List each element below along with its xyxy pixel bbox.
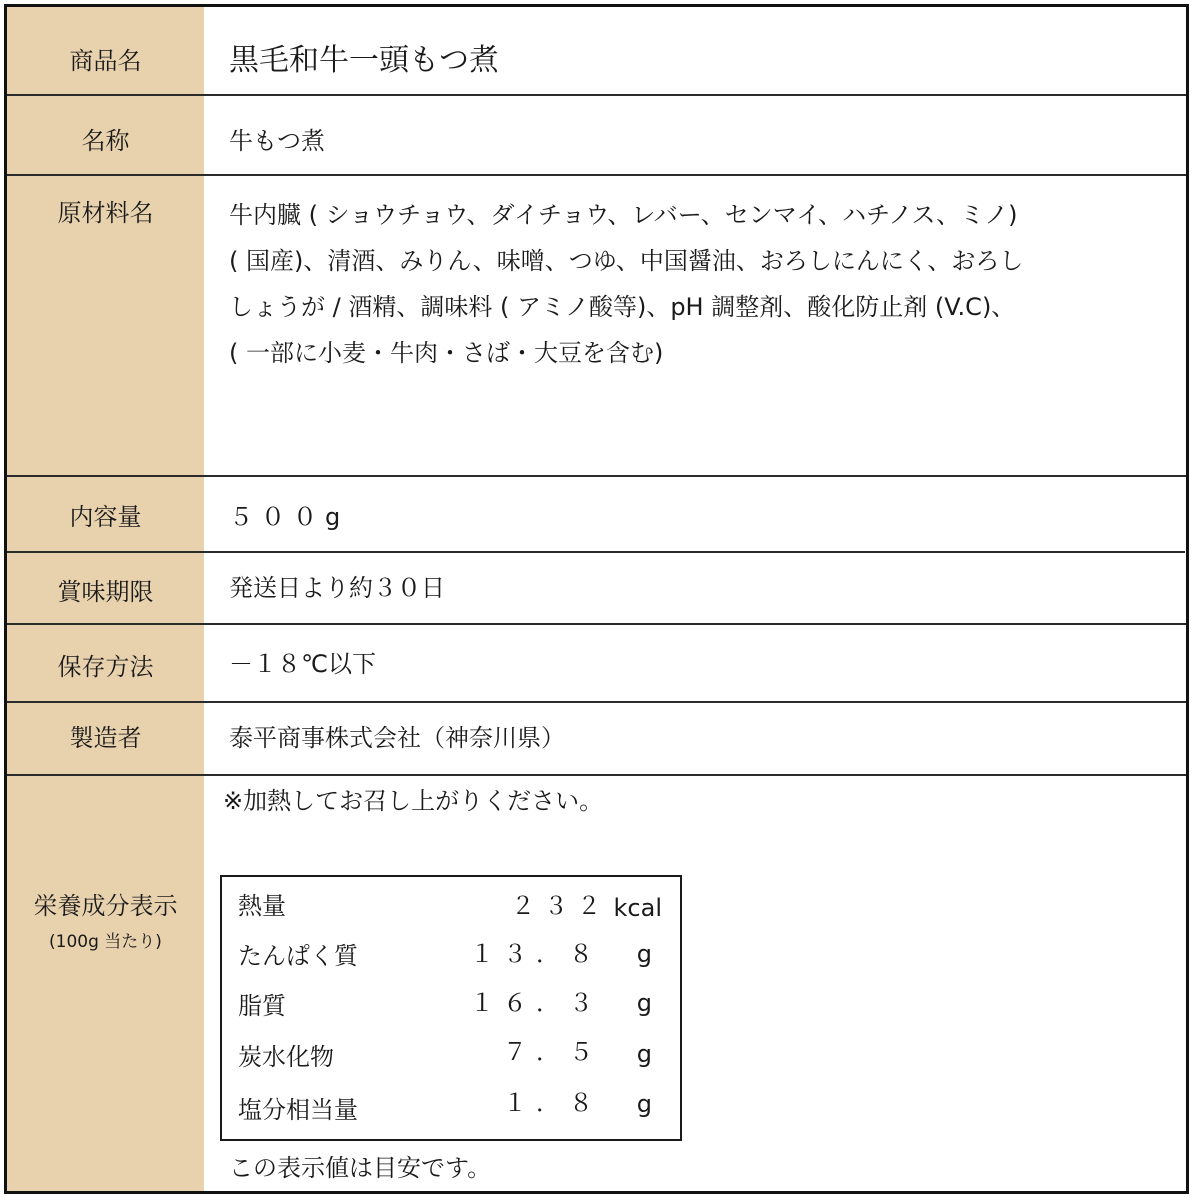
label-cell [7, 625, 204, 701]
nutrition-item-name: 塩分相当量 [238, 1096, 358, 1124]
product-name-label: 商品名 [69, 47, 142, 75]
nutrition-label: 栄養成分表示 [33, 892, 178, 920]
nutrition-item-value: １３．８ [470, 940, 602, 968]
heating-note: ※加熱してお召し上がりください。 [223, 787, 604, 815]
row-best-before [7, 553, 1186, 624]
ingredients-line: ( 国産)、清酒、みりん、味噌、つゆ、中国醤油、おろしにんにく、おろし [229, 247, 1024, 275]
label-cell [7, 96, 204, 174]
manufacturer-value: 泰平商事株式会社（神奈川県） [229, 724, 565, 752]
name-label: 名称 [81, 127, 130, 155]
product-name-value: 黒毛和牛一頭もつ煮 [229, 43, 499, 78]
estimate-note: この表示値は目安です。 [229, 1154, 492, 1182]
label-cell [7, 703, 204, 774]
product-label-table [4, 4, 1189, 1194]
net-weight-value: ５００g [229, 503, 349, 531]
storage-value: －１８℃以下 [229, 650, 376, 678]
best-before-label: 賞味期限 [57, 578, 154, 606]
label-cell [7, 477, 204, 552]
nutrition-item-unit: g [636, 1040, 652, 1068]
storage-label: 保存方法 [57, 653, 154, 681]
label-cell [7, 553, 204, 624]
nutrition-facts-box [220, 875, 682, 1141]
row-name [7, 96, 1186, 174]
row-ingredients [7, 176, 1186, 475]
best-before-value: 発送日より約３０日 [229, 574, 445, 602]
nutrition-item-unit: g [636, 989, 652, 1017]
nutrition-item-value: ２３２ [511, 892, 610, 920]
ingredients-line: ( 一部に小麦・牛肉・さば・大豆を含む) [229, 339, 664, 367]
label-cell [7, 176, 204, 475]
manufacturer-label: 製造者 [69, 724, 142, 752]
name-value: 牛もつ煮 [229, 127, 325, 155]
nutrition-sublabel: (100g 当たり) [49, 932, 162, 952]
label-cell [7, 776, 204, 1191]
nutrition-item-name: たんぱく質 [238, 942, 358, 970]
nutrition-item-name: 炭水化物 [238, 1043, 334, 1071]
nutrition-item-name: 脂質 [238, 992, 286, 1020]
nutrition-item-unit: kcal [613, 894, 662, 922]
ingredients-line: 牛内臓 ( ショウチョウ、ダイチョウ、レバー、センマイ、ハチノス、ミノ) [229, 201, 1018, 229]
row-net-weight [7, 477, 1186, 552]
nutrition-item-unit: g [636, 1090, 652, 1118]
row-product-name [7, 7, 1186, 95]
row-storage [7, 625, 1186, 701]
net-weight-label: 内容量 [69, 503, 142, 531]
nutrition-item-value: ７．５ [503, 1038, 602, 1066]
label-cell [7, 7, 204, 95]
nutrition-item-unit: g [636, 940, 652, 968]
ingredients-line: しょうが / 酒精、調味料 ( アミノ酸等)、pH 調整剤、酸化防止剤 (V.C)、 [229, 293, 1016, 321]
nutrition-item-value: １６．３ [470, 989, 602, 1017]
row-manufacturer [7, 703, 1186, 774]
ingredients-label: 原材料名 [57, 199, 154, 227]
nutrition-item-value: １．８ [503, 1089, 602, 1117]
nutrition-item-name: 熱量 [238, 892, 286, 920]
